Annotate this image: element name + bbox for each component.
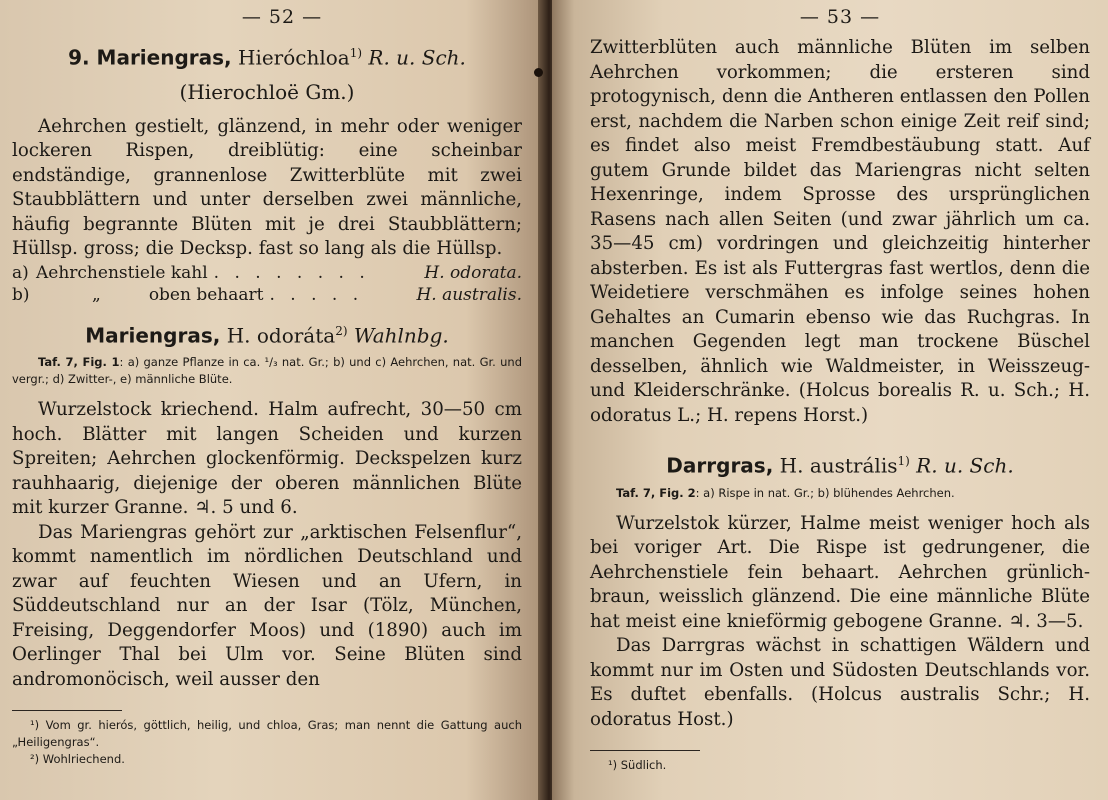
genus-heading bbox=[12, 40, 522, 71]
key-entry-a bbox=[12, 262, 522, 284]
footnote-1: ¹) Südlich. bbox=[608, 758, 667, 773]
continuation-paragraph: Zwitterblüten auch männliche Blüten im selben Aehrchen vorkommen; die ersteren sind protogynisch, denn die Antheren entlassen den Pollen erst, nachdem die Narben schon einige Zeit reif sind; es findet also meist Fremdbestäubung statt. Auf gutem Grunde bildet das Mariengras nicht selten Hexenringe, indem Sprosse des ursprünglichen Rasens nach allen Seiten (und zwar jährlich um ca. 35—45 cm) vordringen und gleichzeitig hinterher absterben. Es ist als Futtergras fast wertlos, denn die Weidetiere verschmähen es infolge seines hohen Gehaltes an Cumarin ebenso wie das Ruchgras. In manchen Gegenden legt man trockene Büschel desselben, ähnlich wie Waldmeister, in Weisszeug- und Kleiderschränke. (Holcus borealis R. u. Sch.; H. odoratus L.; H. repens Horst.) bbox=[590, 37, 1090, 426]
species-name: Mariengras, bbox=[85, 323, 221, 348]
species-description: Wurzelstock kriechend. Halm aufrecht, 30—50 cm hoch. Blätter mit langen Scheiden und kurzen Spreiten; Aehrchen glockenförmig. Deckspelzen kurz rauhhaarig, diejenige der oberen männlichen Blüte mit kurzer Granne. ♃. 5 und 6. bbox=[12, 399, 522, 519]
key-ditto-mark: „ bbox=[92, 284, 101, 305]
key-text: oben behaart bbox=[148, 284, 264, 305]
genus-author: R. u. Sch. bbox=[368, 45, 466, 70]
footnote-rule bbox=[590, 750, 700, 751]
species-description: Wurzelstok kürzer, Halme meist weniger hoch als bei voriger Art. Die Rispe ist gedrungener, die Aehrchenstiele fein behaart. Aehrchen grünlich-braun, weisslich glänzend. Die eine männliche Blüte hat meist eine knieförmig gebogene Granne. ♃. 3—5. bbox=[590, 512, 1090, 632]
species-note-ref: 1) bbox=[897, 454, 910, 468]
key-letter: a) bbox=[12, 262, 29, 283]
species-latin: H. austrális bbox=[779, 453, 898, 478]
species-note-ref: 2) bbox=[335, 323, 348, 338]
page-number-right: — 53 — bbox=[799, 6, 881, 28]
genus-name: 9. Mariengras, bbox=[68, 45, 232, 70]
page-number-left: — 52 — bbox=[241, 6, 323, 28]
key-letter: b) bbox=[12, 284, 30, 305]
species-name: Darrgras, bbox=[666, 453, 774, 478]
key-species-name: H. australis. bbox=[416, 284, 522, 305]
species-paragraph: Das Darrgras wächst in schattigen Wäldern und kommt nur im Osten und Südosten Deutschlands vor. Es duftet ebenfalls. (Holcus australis Schr.; H. odoratus Host.) bbox=[590, 635, 1090, 730]
plate-reference bbox=[12, 354, 522, 388]
footnote-2: ²) Wohlriechend. bbox=[30, 752, 125, 767]
footnote-rule bbox=[12, 710, 122, 711]
key-text: Aehrchenstiele kahl bbox=[36, 262, 208, 283]
species-heading-odorata bbox=[12, 318, 522, 349]
genus-latin: Hieróchloa bbox=[238, 45, 350, 70]
species-author: R. u. Sch. bbox=[916, 453, 1014, 478]
key-dots: . . . . . . . . bbox=[213, 262, 370, 283]
key-dots: . . . . . bbox=[269, 284, 364, 305]
left-page bbox=[0, 0, 548, 800]
key-entry-b bbox=[12, 284, 522, 306]
plate-text: : a) Rispe in nat. Gr.; b) blühendes Aehrchen. bbox=[695, 485, 955, 500]
binding-hole bbox=[534, 68, 543, 77]
species-author: Wahlnbg. bbox=[353, 323, 449, 348]
species-paragraph: Das Mariengras gehört zur „arktischen Felsenflur“, kommt namentlich im nördlichen Deutschland und zwar auf feuchten Wiesen und an Ufern, in Süddeutschland nur an der Isar (Tölz, München, Freising, Deggendorfer Moos) und (1890) auch im Oerlinger Thal bei Ulm vor. Seine Blüten sind andromonöcisch, weil ausser den bbox=[12, 521, 522, 690]
plate-text: : a) ganze Pflanze in ca. ¹/₃ nat. Gr.; b) und c) Aehrchen, nat. Gr. und vergr.; d) Zwitter-, e) männliche Blüte. bbox=[12, 355, 522, 387]
genus-description: Aehrchen gestielt, glänzend, in mehr oder weniger lockeren Rispen, dreiblütig: eine scheinbar endständige, grannenlose Zwitterblüte mit zwei Staubblättern und unter derselben zwei männliche, häufig begrannte Blüten mit je drei Staubblättern; Hüllsp. gross; die Decksp. fast so lang als die Hüllsp. bbox=[12, 115, 522, 260]
plate-label: Taf. 7, Fig. 2 bbox=[616, 485, 696, 500]
genus-synonym: (Hierochloë Gm.) bbox=[179, 79, 355, 104]
key-species-name: H. odorata. bbox=[424, 262, 522, 283]
footnote-1: ¹) Vom gr. hierós, göttlich, heilig, und chloa, Gras; man nennt die Gattung auch „Heiligengras“. bbox=[12, 718, 522, 750]
right-page bbox=[552, 0, 1108, 800]
genus-note-ref: 1) bbox=[349, 46, 363, 60]
plate-label: Taf. 7, Fig. 1 bbox=[38, 355, 120, 370]
plate-reference bbox=[590, 485, 1090, 502]
species-latin: H. odoráta bbox=[226, 323, 336, 348]
species-heading-australis bbox=[590, 448, 1090, 479]
